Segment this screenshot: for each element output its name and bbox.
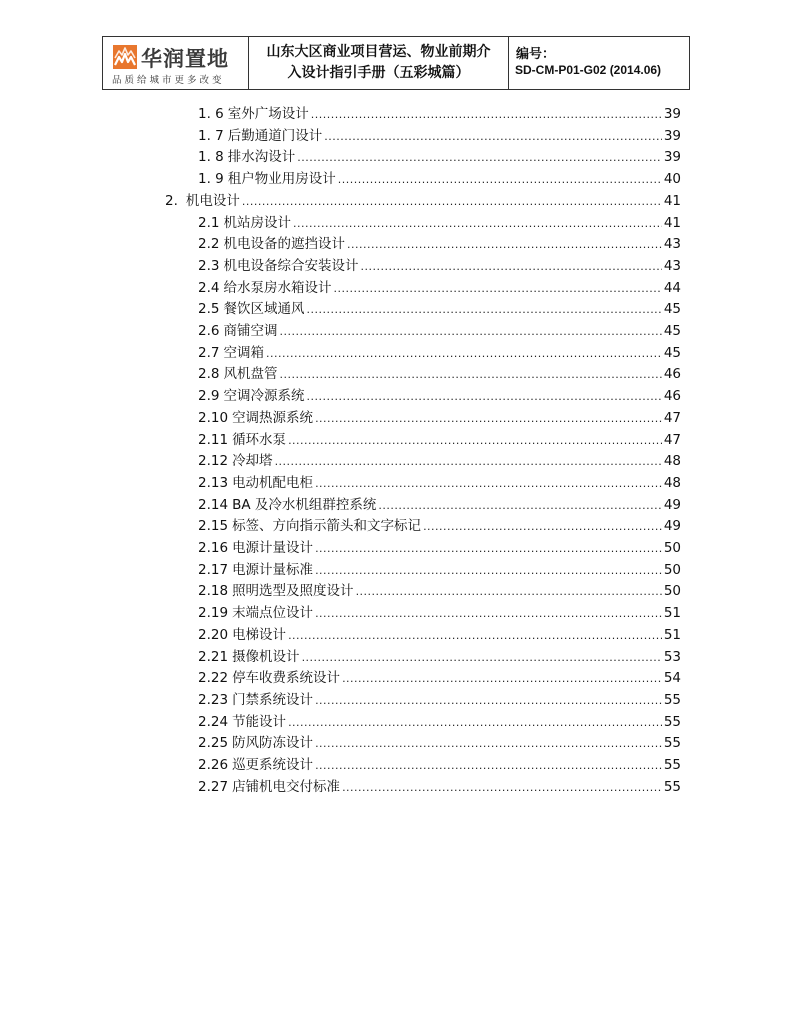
document-code-block xyxy=(509,37,689,89)
document-code-value: SD-CM-P01-G02 (2014.06) xyxy=(515,63,662,77)
toc-entry[interactable] xyxy=(198,276,681,297)
toc-dot-leader xyxy=(338,173,662,186)
toc-entry-number: 2.8 xyxy=(198,366,220,383)
toc-entry[interactable] xyxy=(198,645,681,666)
toc-entry-page: 41 xyxy=(663,192,681,209)
toc-entry-title: 机电设备综合安装设计 xyxy=(223,257,359,274)
toc-entry-title: 节能设计 xyxy=(232,713,287,730)
toc-entry-page: 55 xyxy=(663,778,681,795)
toc-entry-page: 47 xyxy=(663,409,681,426)
toc-entry[interactable] xyxy=(198,536,681,557)
toc-entry[interactable] xyxy=(198,753,681,774)
toc-entry[interactable] xyxy=(198,406,681,427)
company-name: 华润置地 xyxy=(141,47,229,71)
toc-dot-leader xyxy=(279,368,661,381)
toc-dot-leader xyxy=(306,390,661,403)
toc-entry[interactable] xyxy=(198,124,681,145)
toc-entry-title: 机站房设计 xyxy=(223,214,291,231)
toc-entry-title: 门禁系统设计 xyxy=(232,691,314,708)
toc-entry-number: 2.27 xyxy=(198,778,229,795)
toc-entry-page: 39 xyxy=(663,149,681,166)
toc-dot-leader xyxy=(293,217,662,230)
toc-entry-page: 45 xyxy=(663,301,681,318)
toc-entry[interactable] xyxy=(198,145,681,166)
toc-entry-title: 室外广场设计 xyxy=(227,106,309,122)
toc-entry[interactable] xyxy=(198,102,681,123)
toc-dot-leader xyxy=(360,260,661,273)
toc-entry-number: 2.10 xyxy=(198,409,229,426)
toc-entry[interactable] xyxy=(198,232,681,253)
toc-entry-title: 冷却塔 xyxy=(232,453,273,470)
toc-entry-title: 电源计量设计 xyxy=(232,540,314,556)
document-title xyxy=(249,37,509,89)
toc-entry-number: 2.4 xyxy=(198,279,220,296)
toc-entry-number: 2.6 xyxy=(198,323,220,339)
toc-entry[interactable] xyxy=(198,297,681,318)
toc-entry-number: 2.2 xyxy=(198,236,220,253)
toc-entry-number: 2.14 xyxy=(198,496,229,513)
toc-entry[interactable] xyxy=(198,471,681,492)
toc-dot-leader xyxy=(378,499,661,512)
toc-entry-page: 49 xyxy=(663,496,681,513)
toc-entry[interactable] xyxy=(198,493,681,514)
toc-entry-title: 停车收费系统设计 xyxy=(232,670,341,687)
company-logo-icon xyxy=(113,45,137,69)
toc-entry-page: 50 xyxy=(663,561,681,578)
toc-dot-leader xyxy=(306,303,661,316)
toc-entry-number: 2.5 xyxy=(198,301,220,318)
toc-entry-number: 2.13 xyxy=(198,474,229,491)
toc-entry-page: 49 xyxy=(663,518,681,535)
toc-entry[interactable] xyxy=(198,449,681,470)
toc-dot-leader xyxy=(302,651,662,664)
toc-entry-title: 租户物业用房设计 xyxy=(227,171,336,188)
toc-entry-page: 44 xyxy=(663,279,681,296)
toc-entry-number: 2.9 xyxy=(198,388,220,405)
toc-entry[interactable] xyxy=(198,601,681,622)
toc-entry-title: 空调箱 xyxy=(223,344,264,361)
toc-dot-leader xyxy=(342,672,662,685)
toc-dot-leader xyxy=(342,781,662,794)
toc-entry-number: 2.23 xyxy=(198,691,229,708)
toc-entry-page: 46 xyxy=(663,388,681,405)
toc-entry[interactable] xyxy=(165,189,681,210)
toc-entry-number: 2.18 xyxy=(198,583,229,600)
toc-entry-page: 55 xyxy=(663,735,681,752)
toc-entry-number: 1. 8 xyxy=(198,149,224,166)
toc-entry-title: 电梯设计 xyxy=(232,626,287,643)
toc-entry-number: 2.22 xyxy=(198,670,229,687)
toc-entry-number: 2.21 xyxy=(198,648,229,665)
toc-entry-title: 摄像机设计 xyxy=(232,648,300,665)
toc-entry[interactable] xyxy=(198,514,681,535)
toc-entry-title: 巡更系统设计 xyxy=(232,757,314,773)
toc-entry-title: 商铺空调 xyxy=(223,323,278,339)
toc-entry-title: 后勤通道门设计 xyxy=(227,127,323,144)
toc-entry-title: 机电设计 xyxy=(185,192,240,209)
toc-entry[interactable] xyxy=(198,666,681,687)
toc-entry-title: 排水沟设计 xyxy=(227,149,296,166)
toc-entry-page: 41 xyxy=(663,214,681,231)
toc-entry[interactable] xyxy=(198,688,681,709)
toc-dot-leader xyxy=(315,542,662,555)
toc-entry-title: 给水泵房水箱设计 xyxy=(223,279,332,296)
toc-entry-page: 43 xyxy=(663,257,681,274)
toc-entry-page: 55 xyxy=(663,713,681,730)
toc-dot-leader xyxy=(275,455,662,468)
toc-entry[interactable] xyxy=(198,428,681,449)
toc-dot-leader xyxy=(288,629,662,642)
toc-entry-number: 2.17 xyxy=(198,561,229,578)
toc-entry-page: 51 xyxy=(663,605,681,622)
toc-entry-page: 40 xyxy=(663,171,681,188)
toc-entry[interactable] xyxy=(198,623,681,644)
toc-entry-title: 店铺机电交付标准 xyxy=(232,778,341,795)
toc-entry[interactable] xyxy=(198,254,681,275)
toc-dot-leader xyxy=(324,130,662,143)
toc-entry-number: 2.16 xyxy=(198,540,229,556)
toc-dot-leader xyxy=(356,585,662,598)
toc-dot-leader xyxy=(297,151,662,164)
toc-entry-page: 45 xyxy=(663,344,681,361)
toc-entry-number: 2.7 xyxy=(198,344,220,361)
toc-entry-number: 2.24 xyxy=(198,713,229,730)
toc-entry-page: 45 xyxy=(663,323,681,339)
toc-entry-title: 电动机配电柜 xyxy=(232,474,314,491)
toc-entry-title: 末端点位设计 xyxy=(232,605,314,622)
toc-entry-page: 54 xyxy=(663,670,681,687)
toc-entry-number: 2.19 xyxy=(198,605,229,622)
toc-dot-leader xyxy=(315,607,662,620)
toc-dot-leader xyxy=(315,564,662,577)
toc-entry[interactable] xyxy=(198,319,681,340)
toc-dot-leader xyxy=(347,238,662,251)
toc-entry-number: 2.25 xyxy=(198,735,229,752)
toc-entry-page: 53 xyxy=(663,648,681,665)
toc-dot-leader xyxy=(279,325,661,338)
toc-entry[interactable] xyxy=(198,384,681,405)
toc-entry-number: 2.15 xyxy=(198,518,229,535)
document-title-line1: 山东大区商业项目营运、物业前期介 xyxy=(266,44,491,60)
toc-entry-title: 风机盘管 xyxy=(223,366,278,383)
toc-entry-page: 47 xyxy=(663,431,681,448)
toc-entry[interactable] xyxy=(198,775,681,796)
toc-dot-leader xyxy=(315,737,662,750)
toc-dot-leader xyxy=(266,347,662,360)
toc-dot-leader xyxy=(423,520,662,533)
toc-dot-leader xyxy=(333,282,661,295)
document-code-label: 编号： xyxy=(516,47,556,62)
toc-entry-title: 循环水泵 xyxy=(232,431,287,448)
toc-entry-number: 1. 7 xyxy=(198,127,224,144)
toc-entry-page: 55 xyxy=(663,691,681,708)
toc-entry[interactable] xyxy=(198,341,681,362)
document-header xyxy=(102,36,690,90)
toc-entry-number: 2.20 xyxy=(198,626,229,643)
toc-entry-number: 2.26 xyxy=(198,757,229,773)
toc-entry-number: 2.12 xyxy=(198,453,229,470)
toc-dot-leader xyxy=(315,412,662,425)
toc-entry-page: 39 xyxy=(663,106,681,122)
logo-block xyxy=(103,37,249,89)
toc-dot-leader xyxy=(315,759,662,772)
toc-entry[interactable] xyxy=(198,211,681,232)
toc-dot-leader xyxy=(288,434,662,447)
toc-entry-title: 标签、方向指示箭头和文字标记 xyxy=(232,518,422,535)
toc-entry-number: 2.1 xyxy=(198,214,220,231)
toc-entry[interactable] xyxy=(198,558,681,579)
toc-entry-title: 空调冷源系统 xyxy=(223,388,305,405)
toc-entry-title: 机电设备的遮挡设计 xyxy=(223,236,345,253)
toc-dot-leader xyxy=(242,195,662,208)
toc-entry-page: 50 xyxy=(663,583,681,600)
toc-entry-number: 2.3 xyxy=(198,257,220,274)
toc-entry-page: 48 xyxy=(663,453,681,470)
toc-entry[interactable] xyxy=(198,579,681,600)
toc-dot-leader xyxy=(288,716,662,729)
toc-entry-title: 电源计量标准 xyxy=(232,561,314,578)
toc-entry-page: 48 xyxy=(663,474,681,491)
document-title-line2: 入设计指引手册（五彩城篇） xyxy=(287,65,470,81)
toc-entry[interactable] xyxy=(198,362,681,383)
toc-entry-title: 防风防冻设计 xyxy=(232,735,314,752)
toc-entry-page: 55 xyxy=(663,757,681,773)
toc-entry-page: 51 xyxy=(663,626,681,643)
toc-entry-number: 2. xyxy=(165,192,178,209)
toc-entry-title: BA 及冷水机组群控系统 xyxy=(232,496,377,513)
toc-dot-leader xyxy=(315,694,662,707)
toc-entry-page: 50 xyxy=(663,540,681,556)
toc-entry-title: 餐饮区域通风 xyxy=(223,301,305,318)
toc-entry-title: 照明选型及照度设计 xyxy=(232,583,354,600)
toc-dot-leader xyxy=(311,108,662,121)
toc-entry-number: 1. 9 xyxy=(198,171,224,188)
toc-dot-leader xyxy=(315,477,662,490)
toc-entry-number: 1. 6 xyxy=(198,106,224,122)
toc-entry-page: 46 xyxy=(663,366,681,383)
company-slogan: 品质给城市更多改变 xyxy=(112,75,225,86)
toc-entry-title: 空调热源系统 xyxy=(232,409,314,426)
toc-entry[interactable] xyxy=(198,710,681,731)
toc-entry-page: 43 xyxy=(663,236,681,253)
toc-entry-page: 39 xyxy=(663,127,681,144)
toc-entry[interactable] xyxy=(198,167,681,188)
toc-entry-number: 2.11 xyxy=(198,431,229,448)
toc-entry[interactable] xyxy=(198,731,681,752)
